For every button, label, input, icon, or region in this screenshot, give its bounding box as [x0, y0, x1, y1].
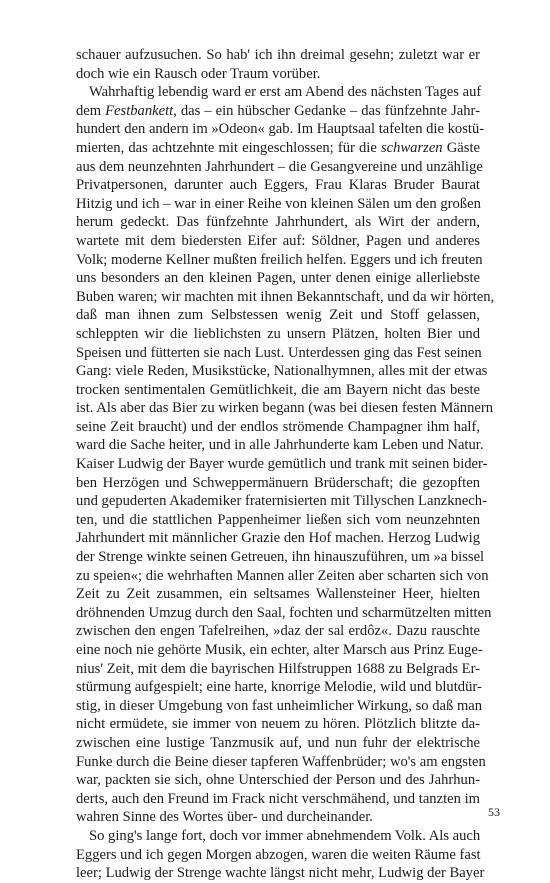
text-line: hundert den andern im »Odeon« gab. Im Hauptsaal tafelten die kostü- — [76, 121, 485, 138]
text-line: Privatpersonen, darunter auch Eggers, Frau Klaras Bruder Baurat — [76, 177, 480, 194]
text-line: Kaiser Ludwig der Bayer wurde gemütlich und trank mit seinen bider- — [76, 456, 488, 473]
text-line: Wahrhaftig lebendig ward er erst am Abend des nächsten Tages auf — [89, 84, 482, 101]
text-line: leer; Ludwig der Strenge wachte längst nicht mehr, Ludwig der Bayer — [76, 865, 485, 882]
text-line: doch wie ein Rausch oder Traum vorüber. — [76, 65, 321, 82]
text-line: zu speien«; die wehrhaften Mannen aller Zeiten aber scharten sich von — [76, 567, 489, 584]
text-line: und gepuderten Akademiker fraternisierten mit Tillyschen Lanzknech- — [76, 493, 487, 510]
text-line: war, packten sie sich, ohne Unterschied der Person und des Jahrhun- — [76, 772, 480, 789]
text-line: nicht ermüdete, sie immer von neuem zu hören. Plötzlich blitzte da- — [76, 716, 480, 733]
text-line: wahren Sinne des Wortes über- und durcheinander. — [76, 809, 373, 826]
text-line: nius' Zeit, mit dem die bayrischen Hilfstruppen 1688 zu Belgrads Er- — [76, 660, 480, 677]
text-line: So ging's lange fort, doch vor immer abnehmendem Volk. Als auch — [89, 827, 481, 844]
text-line: aus dem neunzehnten Jahrhundert – die Gesangvereine und unzählige — [76, 158, 483, 175]
text-line: ward die Sache heiter, und in alle Jahrhunderte kam Leben und Natur. — [76, 437, 484, 454]
text-line: zwischen eine lustige Tanzmusik auf, und nun fuhr der elektrische — [76, 734, 480, 751]
text-line: zwischen den engen Tafelreihen, »daz der sal erdôz«. Dazu rauschte — [76, 623, 480, 640]
text-line: ist. Als aber das Bier zu wirken begann (was bei diesen festen Männern — [76, 400, 494, 417]
text-line: herum gedeckt. Das fünfzehnte Jahrhundert, als Wirt der andern, — [76, 214, 480, 231]
text-line: der Strenge winkte seinen Getreuen, ihn hinauszuführen, um »a bissel — [76, 549, 485, 566]
text-line: Gang: viele Reden, Musikstücke, Nationalhymnen, alles mit der etwas — [76, 363, 488, 380]
text-line: eine noch nie gehörte Musik, ein echter, alter Marsch aus Prinz Euge- — [76, 642, 483, 658]
text-line: schauer aufzusuchen. So hab' ich ihn dreimal gesehn; zuletzt war er — [76, 47, 480, 63]
text-line: Zeit zu Zeit zusammen, ein seltsames Wallensteiner Heer, hielten — [76, 586, 480, 603]
text-line: stig, in dieser Umgebung von fast unheimlicher Wirkung, so daß man — [76, 697, 483, 714]
emphasis-word: Festbankett — [105, 102, 174, 119]
text-line: ben Herzögen und Schweppermänuern Brüderschaft; die gezopften — [76, 474, 480, 491]
emphasis-word: schwarzen — [380, 139, 443, 156]
page-number: 53 — [488, 805, 500, 819]
text-line: Funke durch die Beine dieser tapferen Waffenbrüder; wo's am engsten — [76, 753, 486, 770]
text-line: Volk; moderne Kellner mußten freilich helfen. Eggers und ich freuten — [76, 251, 483, 268]
text-line: ten, und die stattlichen Pappenheimer ließen sich vom neunzehnten — [76, 511, 480, 528]
text-line: daß man ihnen zum Selbstessen wenig Zeit und Stoff gelassen, — [76, 307, 480, 324]
text-line: seine Zeit braucht) und der endlos strömende Champagner ihm half, — [76, 418, 480, 435]
text-line: mierten, das achtzehnte mit eingeschlossen; für die schwarzen Gäste — [76, 139, 480, 156]
text-line: Speisen und fütterten sie nach Lust. Unterdessen ging das Fest seinen — [76, 344, 482, 361]
text-line: dröhnenden Umzug durch den Saal, fochten und scharmützelten mitten — [76, 604, 492, 621]
text-line: Hitzig und ich – war in einer Reihe von kleinen Sälen um den großen — [76, 195, 481, 212]
text-line: Eggers und ich gegen Morgen abzogen, waren die weiten Räume fast — [76, 846, 481, 863]
text-line: wartete mit dem biedersten Eifer auf: Söldner, Pagen und anderes — [76, 232, 480, 249]
text-line: uns besonders an den kleinen Pagen, unter denen einige allerliebste — [76, 270, 480, 287]
text-line: dem Festbankett, das – ein hübscher Gedanke – das fünfzehnte Jahr- — [76, 102, 480, 119]
text-line: Buben waren; wir machten mit ihnen Bekanntschaft, und da wir hörten, — [76, 288, 495, 305]
text-line: schleppten wir die lieblichsten zu unsern Plätzen, holten Bier und — [76, 325, 480, 342]
text-line: trocken sentimentalen Gemütlichkeit, die am Bayern nicht das beste — [76, 381, 480, 398]
text-line: stürmung aufgespielt; eine harte, knorrige Melodie, wild und blutdür- — [76, 679, 482, 696]
text-line: derts, auch den Freund im Frack nicht verschmähend, und tanzten im — [76, 790, 480, 807]
text-line: Jahrhundert mit männlicher Grazie den Hof machen. Herzog Ludwig — [76, 530, 480, 547]
